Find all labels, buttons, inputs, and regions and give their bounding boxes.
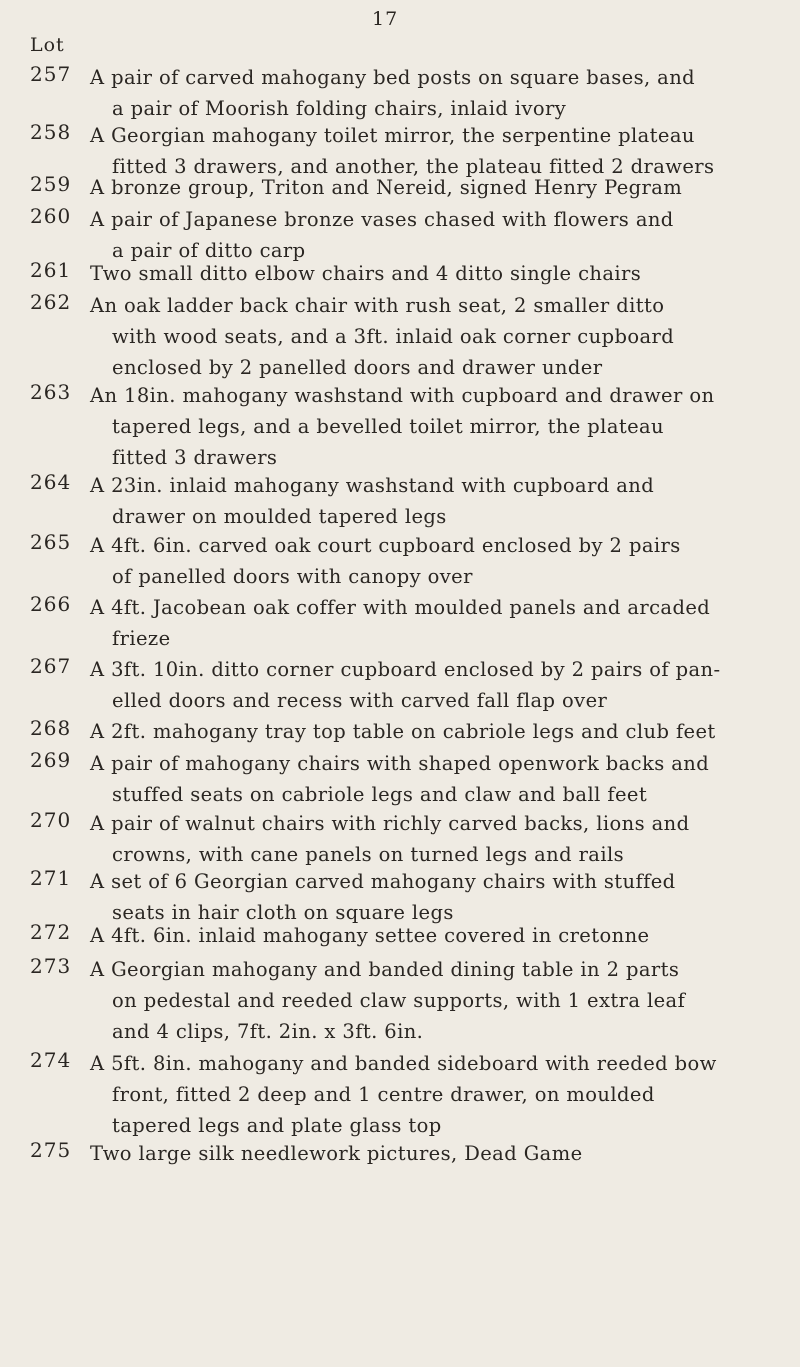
lot-description — [90, 748, 770, 810]
lot-number: 273 — [30, 954, 72, 978]
lot-description-line: drawer on moulded tapered legs — [112, 505, 447, 528]
lot-description-line: a pair of Moorish folding chairs, inlaid ivory — [112, 97, 567, 120]
lot-description — [90, 592, 770, 654]
lot-description-line: seats in hair cloth on square legs — [112, 901, 454, 924]
lot-description-line: tapered legs, and a bevelled toilet mirror, the plateau — [112, 415, 665, 438]
lot-description-line: A bronze group, Triton and Nereid, signed Henry Pegram — [90, 176, 683, 199]
lot-description — [90, 1048, 770, 1141]
lot-description-line: A 2ft. mahogany tray top table on cabriole legs and club feet — [90, 720, 716, 743]
lot-number: 269 — [30, 748, 72, 772]
lot-description-line: A 23in. inlaid mahogany washstand with cupboard and — [90, 474, 655, 497]
lot-description-line: An 18in. mahogany washstand with cupboard and drawer on — [90, 384, 715, 407]
lot-description-line: crowns, with cane panels on turned legs and rails — [112, 843, 625, 866]
lot-description — [90, 808, 770, 870]
lot-description-line: enclosed by 2 panelled doors and drawer under — [112, 356, 603, 379]
lot-description-line: A set of 6 Georgian carved mahogany chairs with stuffed — [90, 870, 676, 893]
lot-description-line: front, fitted 2 deep and 1 centre drawer, on moulded — [112, 1083, 655, 1106]
lot-description-line: fitted 3 drawers, and another, the plateau fitted 2 drawers — [112, 155, 715, 178]
lot-description-line: A 3ft. 10in. ditto corner cupboard enclosed by 2 pairs of pan- — [90, 658, 721, 681]
lot-description-line: A Georgian mahogany and banded dining table in 2 parts — [90, 958, 680, 981]
lot-description-line: A pair of carved mahogany bed posts on square bases, and — [90, 66, 696, 89]
lot-description — [90, 62, 770, 124]
lot-number: 261 — [30, 258, 72, 282]
lot-description-line: A 4ft. 6in. inlaid mahogany settee covered in cretonne — [90, 924, 650, 947]
lot-number: 258 — [30, 120, 72, 144]
lot-description — [90, 866, 770, 928]
lot-description-line: A 4ft. Jacobean oak coffer with moulded panels and arcaded — [90, 596, 711, 619]
lot-description — [90, 654, 770, 716]
lot-number: 272 — [30, 920, 72, 944]
lot-description-line: A 5ft. 8in. mahogany and banded sideboard with reeded bow — [90, 1052, 717, 1075]
lot-description — [90, 716, 770, 747]
lot-description-line: and 4 clips, 7ft. 2in. x 3ft. 6in. — [112, 1020, 424, 1043]
lot-number: 270 — [30, 808, 72, 832]
lot-description-line: Two large silk needlework pictures, Dead Game — [90, 1142, 583, 1165]
lot-description — [90, 290, 770, 383]
lot-number: 274 — [30, 1048, 72, 1072]
lot-number: 271 — [30, 866, 72, 890]
lot-description-line: on pedestal and reeded claw supports, with 1 extra leaf — [112, 989, 686, 1012]
lot-number: 259 — [30, 172, 72, 196]
lot-number: 263 — [30, 380, 72, 404]
lot-description — [90, 530, 770, 592]
lot-number: 260 — [30, 204, 72, 228]
lot-description-line: with wood seats, and a 3ft. inlaid oak corner cupboard — [112, 325, 675, 348]
lot-description-line: A pair of walnut chairs with richly carved backs, lions and — [90, 812, 690, 835]
lot-description — [90, 258, 770, 289]
lot-description — [90, 954, 770, 1047]
lot-description-line: of panelled doors with canopy over — [112, 565, 473, 588]
lot-description — [90, 470, 770, 532]
lot-number: 262 — [30, 290, 72, 314]
lot-description — [90, 172, 770, 203]
lot-number: 268 — [30, 716, 72, 740]
lot-description — [90, 920, 770, 951]
lot-description-line: A pair of mahogany chairs with shaped openwork backs and — [90, 752, 710, 775]
lot-description-line: a pair of ditto carp — [112, 239, 306, 262]
lot-description — [90, 380, 770, 473]
lot-description-line: fitted 3 drawers — [112, 446, 278, 469]
lot-description-line: frieze — [112, 627, 171, 650]
lot-description-line: tapered legs and plate glass top — [112, 1114, 442, 1137]
lot-number: 265 — [30, 530, 72, 554]
lot-description-line: A pair of Japanese bronze vases chased with flowers and — [90, 208, 674, 231]
lot-number: 257 — [30, 62, 72, 86]
page-number: 17 — [372, 8, 399, 30]
lot-description-line: Two small ditto elbow chairs and 4 ditto single chairs — [90, 262, 642, 285]
lot-description-line: stuffed seats on cabriole legs and claw and ball feet — [112, 783, 648, 806]
lot-number: 275 — [30, 1138, 72, 1162]
lot-description — [90, 204, 770, 266]
lot-description-line: An oak ladder back chair with rush seat, 2 smaller ditto — [90, 294, 665, 317]
lot-description-line: elled doors and recess with carved fall flap over — [112, 689, 608, 712]
lot-number: 267 — [30, 654, 72, 678]
lot-description-line: A 4ft. 6in. carved oak court cupboard enclosed by 2 pairs — [90, 534, 681, 557]
lot-description-line: A Georgian mahogany toilet mirror, the serpentine plateau — [90, 124, 695, 147]
lot-description — [90, 1138, 770, 1169]
lot-number: 266 — [30, 592, 72, 616]
lot-column-header: Lot — [30, 34, 65, 56]
lot-number: 264 — [30, 470, 72, 494]
